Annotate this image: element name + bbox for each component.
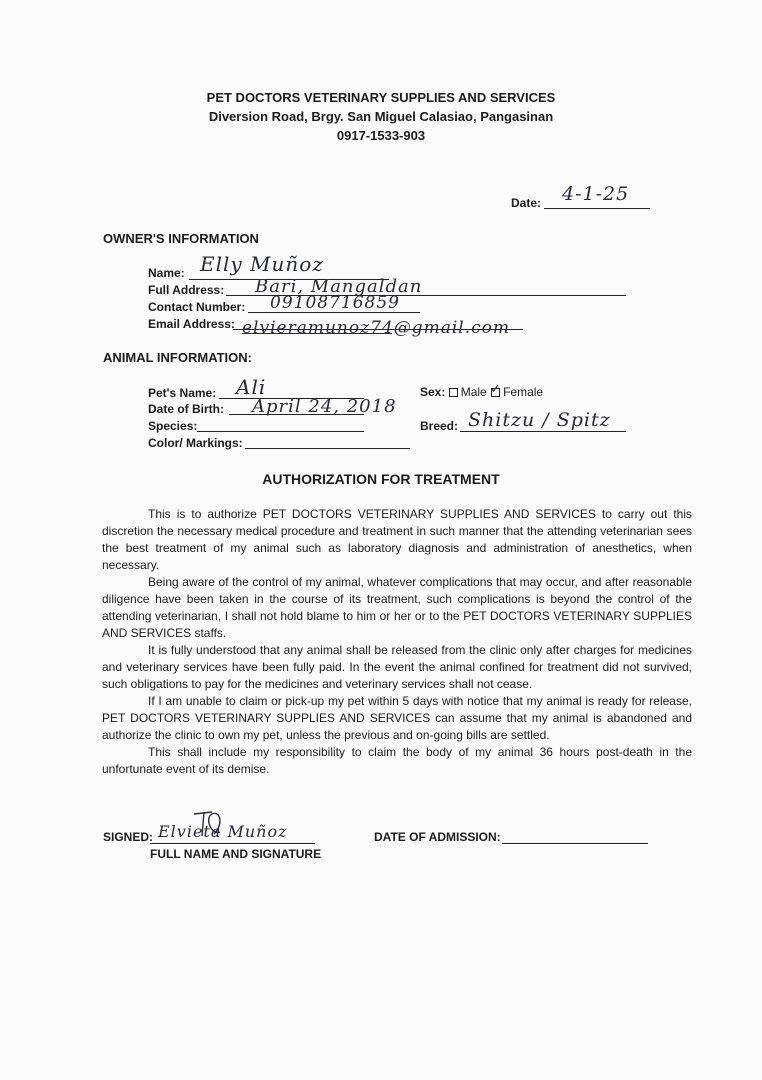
color-label: Color/ Markings: [148, 436, 243, 450]
signature-line [150, 843, 315, 844]
name-label: Name: [148, 266, 185, 280]
authorization-paragraph: If I am unable to claim or pick-up my pet within 5 days with notice that my animal is ready for release, PET DOCTORS VETERINARY SUPPLIES AND SERVICES can assume that my animal is abandoned and authorize the clinic to own my pet, unless the previous and on-going bills are settled. [102, 694, 692, 742]
signature-value: Elvieta Muñoz [158, 822, 288, 841]
signature-caption: FULL NAME AND SIGNATURE [150, 847, 322, 861]
admission-line [502, 843, 648, 844]
company-address: Diversion Road, Brgy. San Miguel Calasiao, Pangasinan [208, 109, 554, 124]
signature-flourish-icon [190, 806, 230, 842]
animal-heading: ANIMAL INFORMATION: [103, 350, 252, 365]
company-name: PET DOCTORS VETERINARY SUPPLIES AND SERVICES [206, 90, 556, 105]
male-option: Male [460, 385, 487, 399]
female-checkbox[interactable] [490, 382, 501, 398]
dob-value: April 24, 2018 [252, 396, 397, 417]
species-line [197, 431, 364, 432]
name-value: Elly Muñoz [200, 252, 324, 276]
sex-label: Sex: [420, 385, 446, 399]
color-line [245, 448, 410, 449]
male-checkbox[interactable] [449, 388, 458, 397]
contact-label: Contact Number: [148, 300, 246, 314]
authorization-paragraph: This is to authorize PET DOCTORS VETERINARY SUPPLIES AND SERVICES to carry out this discretion the necessary medical procedure and treatment in such manner that the attending veterinarian sees the best treatment of my animal such as laboratory diagnosis and administration of anesthetics, when necessary. [102, 507, 692, 572]
dob-label: Date of Birth: [148, 402, 224, 416]
authorization-paragraph: It is fully understood that any animal shall be released from the clinic only after charges for medicines and veterinary services have been fully paid. In the event the animal confined for treatment did not survived, such obligations to pay for the medicines and veterinary services shall not cease. [102, 643, 692, 691]
date-line [544, 208, 650, 209]
date-value: 4-1-25 [562, 183, 630, 205]
authorization-body [102, 506, 692, 778]
authorization-paragraph: This shall include my responsibility to claim the body of my animal 36 hours post-death in the unfortunate event of its demise. [102, 745, 692, 776]
authorization-paragraph: Being aware of the control of my animal, whatever complications that may occur, and after reasonable diligence have been taken in the course of its treatment, such complications is beyond the control of the attending veterinarian, I shall not hold blame to him or her or to the PET DOCTORS VETERINARY SUPPLIES AND SERVICES staffs. [102, 575, 692, 640]
company-phone: 0917-1533-903 [336, 128, 426, 143]
breed-line [460, 431, 626, 432]
email-value: elvieramunoz74@gmail.com [242, 318, 510, 338]
sex-field [420, 382, 544, 399]
owner-heading: OWNER'S INFORMATION [103, 231, 259, 246]
contact-value: 09108716859 [270, 293, 400, 313]
address-label: Full Address: [148, 283, 225, 297]
female-checkmark-icon: ✓ [490, 382, 501, 398]
pet-name-value: Ali [236, 375, 267, 399]
email-strikethrough [242, 333, 392, 334]
pet-name-label: Pet's Name: [148, 386, 217, 400]
date-label: Date: [511, 196, 542, 210]
breed-label: Breed: [420, 419, 459, 433]
breed-value: Shitzu / Spitz [468, 409, 611, 431]
species-label: Species: [148, 419, 198, 433]
admission-label: DATE OF ADMISSION: [374, 830, 501, 844]
female-option: Female [503, 385, 544, 399]
signed-label: SIGNED: [103, 830, 154, 844]
email-label: Email Address: [148, 317, 235, 331]
authorization-title: AUTHORIZATION FOR TREATMENT [262, 471, 500, 487]
address-value: Bari, Mangaldan [255, 276, 423, 297]
